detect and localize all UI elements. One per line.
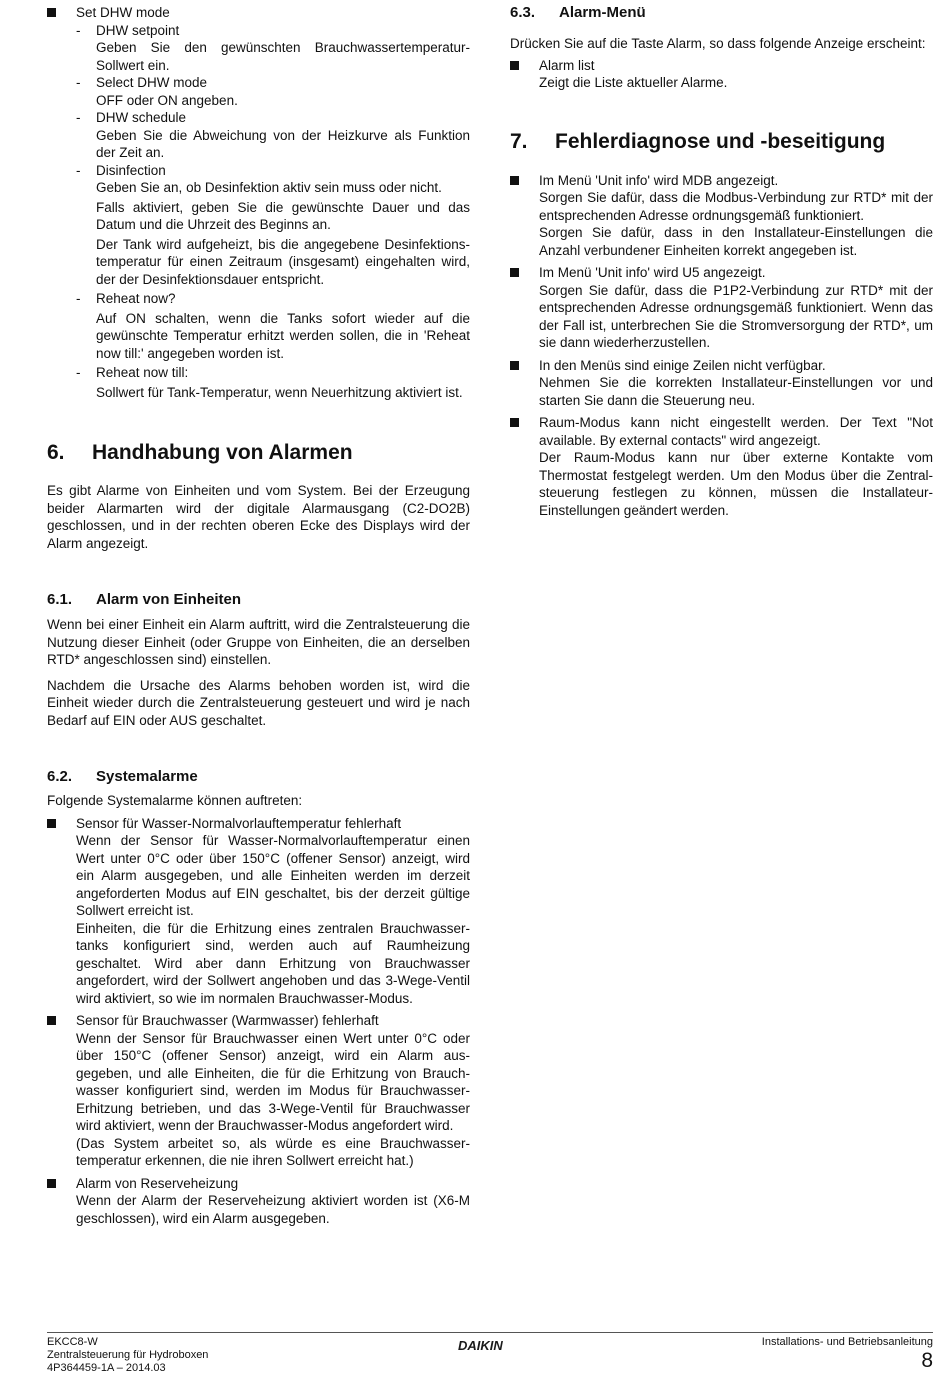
bullet-icon [510, 418, 519, 427]
item-title: Alarm list [539, 57, 595, 73]
sub-item-text: Geben Sie die Abweichung von der Heizkurve als Funktion der Zeit an. [96, 127, 470, 160]
alarm-text: Einheiten, die für die Erhitzung eines zentralen Brauchwasser-tanks konfiguriert sind, werden auch auf Raumheizung geschaltet. Wird aber dann Erhitzung von Brauchwasser angefordert, wird der Sollwert angehoben und das 3-Wege-Ventil wird aktiviert, so wie im normalen Brauchwasser-Modus. [76, 920, 470, 1006]
alarm-text: (Das System arbeitet so, als würde es eine Brauchwasser-temperatur erkennen, die nie ihren Sollwert erreicht hat.) [76, 1135, 470, 1168]
section-intro: Folgende Systemalarme können auftreten: [47, 793, 303, 808]
bullet-icon [510, 268, 519, 277]
sub-item-label: DHW setpoint [96, 22, 180, 38]
section-6-1-heading [47, 591, 470, 609]
alarm-text: Wenn der Sensor für Wasser-Normalvorlauftemperatur einen Wert unter 0°C oder über 150°C (offener Sensor) anzeigt, wird ein Alarm ausgegeben, und alle Einheiten werden im derzeit angeforderten Modus auf EIN geschaltet, bis der derzeit gültige Sollwert erreicht ist. [76, 833, 470, 918]
item-title: Im Menü 'Unit info' wird MDB angezeigt. [539, 172, 779, 188]
section-number: 6.1. [47, 591, 73, 608]
section-title: Handhabung von Alarmen [92, 441, 353, 464]
dash-icon: - [76, 110, 81, 125]
item-text: Nehmen Sie die korrekten Installateur-Einstellungen vor und starten Sie dann die Steuerung neu. [539, 375, 933, 408]
bullet-icon [510, 176, 519, 185]
item-text: Zeigt die Liste aktueller Alarme. [539, 75, 728, 90]
item-text: Sorgen Sie dafür, dass in den Installateur-Einstellungen die Anzahl verbundener Einheiten korrekt angegeben ist. [539, 225, 933, 258]
section-title: Alarm von Einheiten [96, 591, 242, 608]
left-column [47, 4, 470, 1227]
footer-divider [47, 1332, 933, 1333]
footer-doc-id: 4P364459-1A – 2014.03 [47, 1362, 166, 1374]
right-column [510, 4, 933, 519]
sub-item-label: Reheat now till: [96, 365, 189, 380]
page-number: 8 [921, 1349, 933, 1372]
item-title: Im Menü 'Unit info' wird U5 angezeigt. [539, 265, 766, 280]
troubleshooting-item [510, 264, 933, 352]
bullet-icon [47, 8, 56, 17]
section-body: Drücken Sie auf die Taste Alarm, so dass folgende Anzeige erscheint: [510, 36, 926, 51]
section-6-2-heading [47, 768, 470, 786]
section-6-body: Es gibt Alarme von Einheiten und vom System. Bei der Erzeugung beider Alarmarten wird der digitale Alarmausgang (C2-DO2B) geschlossen, und in der rechten oberen Ecke des Displays wird der Alarm angezeigt. [47, 483, 470, 551]
sub-item-text: OFF oder ON angeben. [96, 92, 238, 108]
dhw-sub-item [47, 74, 470, 109]
footer-left [47, 1336, 208, 1375]
section-number: 7. [510, 129, 528, 153]
troubleshooting-item [510, 172, 933, 260]
alarm-title: Sensor für Brauchwasser (Warmwasser) fehlerhaft [76, 1013, 379, 1028]
bullet-icon [47, 1179, 56, 1188]
alarm-menu-item [510, 57, 933, 92]
dhw-sub-item [47, 22, 470, 75]
dash-icon: - [76, 291, 81, 306]
logo-text: DAIKIN [458, 1338, 503, 1352]
bullet-icon [510, 361, 519, 370]
footer-right [762, 1336, 933, 1373]
bullet-icon [510, 61, 519, 70]
footer-model: EKCC8-W [47, 1336, 98, 1348]
alarm-text: Wenn der Alarm der Reserveheizung aktiviert worden ist (X6-M geschlossen), wird ein Alarm ausgegeben. [76, 1193, 470, 1226]
footer-manual: Installations- und Betriebsanleitung [761, 1336, 933, 1348]
alarm-text: Wenn der Sensor für Brauchwasser einen Wert unter 0°C oder über 150°C (offener Sensor) anzeigt, wird ein Alarm aus-gegeben, und alle Einheiten, die für die Erhitzung von Brauch-wasser konfiguriert sind, werden im Modus für Brauchwasser-Erhitzung betrieben, und das 3-Wege-Ventil für Brauchwasser wird aktiviert, wenn der Brauchwasser-Modus angefordert wird. [76, 1030, 470, 1133]
section-6-heading [47, 440, 470, 466]
sub-item-label: Reheat now? [96, 291, 176, 306]
alarm-title: Sensor für Wasser-Normalvorlauftemperatur fehlerhaft [76, 815, 402, 831]
dhw-mode-item [47, 4, 470, 22]
dash-icon: - [76, 75, 81, 90]
bullet-icon [47, 819, 56, 828]
section-number: 6. [47, 441, 65, 464]
section-title: Systemalarme [96, 768, 198, 785]
item-text: Sorgen Sie dafür, dass die P1P2-Verbindung zur RTD* mit der entsprechenden Adresse ordnungsgemäß funktioniert. Wenn das der Fall ist, unterbrechen Sie die Stromversorgung der RTD*, um sie dann wiederherzustellen. [539, 282, 933, 350]
sub-item-label: Disinfection [96, 162, 166, 178]
bullet-icon [47, 1016, 56, 1025]
troubleshooting-item [510, 357, 933, 410]
system-alarm-item [47, 1012, 470, 1170]
dhw-sub-item [47, 109, 470, 162]
daikin-logo [458, 1338, 524, 1352]
section-number: 6.2. [47, 768, 73, 785]
system-alarm-item [47, 815, 470, 1008]
sub-item-text: Sollwert für Tank-Temperatur, wenn Neuerhitzung aktiviert ist. [96, 384, 463, 400]
sub-item-text: Geben Sie an, ob Desinfektion aktiv sein muss oder nicht. [96, 180, 442, 195]
section-number: 6.3. [510, 4, 536, 21]
dhw-mode-title: Set DHW mode [76, 5, 170, 20]
sub-item-label: DHW schedule [96, 110, 187, 125]
sub-item-label: Select DHW mode [96, 75, 208, 90]
dhw-sub-item [47, 162, 470, 289]
paragraph: Nachdem die Ursache des Alarms behoben worden ist, wird die Einheit wieder durch die Zentralsteuerung gesteuert und wird je nach Bedarf auf EIN oder AUS geschaltet. [47, 677, 470, 728]
paragraph: Wenn bei einer Einheit ein Alarm auftritt, wird die Zentralsteuerung die Nutzung dieser Einheit (oder Gruppe von Einheiten, die an derselben RTD* angeschlossen sind) einstellen. [47, 617, 470, 667]
dhw-sub-item [47, 364, 470, 401]
system-alarm-item [47, 1175, 470, 1228]
item-text: Der Raum-Modus kann nur über externe Kontakte vom Thermostat festgelegt werden. Um den Modus über die Zentral-steuerung festlegen zu können, müssen die Installateur-Einstellungen geändert werden. [539, 450, 933, 518]
dhw-sub-item [47, 290, 470, 362]
footer-product: Zentralsteuerung für Hydroboxen [47, 1349, 209, 1361]
sub-item-text: Auf ON schalten, wenn die Tanks sofort wieder auf die gewünschte Temperatur erhitzt werden sollen, die in 'Reheat now till:' angegeben worden ist. [96, 310, 470, 361]
item-text: Sorgen Sie dafür, dass die Modbus-Verbindung zur RTD* mit der entsprechenden Adresse ordnungsgemäß funktioniert. [539, 190, 933, 223]
sub-item-text: Der Tank wird aufgeheizt, bis die angegebene Desinfektions-temperatur für einen Zeitraum (insgesamt) eingehalten wird, der der Desinfektionsdauer entspricht. [96, 236, 470, 287]
item-title: In den Menüs sind einige Zeilen nicht verfügbar. [539, 357, 826, 373]
sub-item-text: Falls aktiviert, geben Sie die gewünschte Dauer und das Datum und die Uhrzeit des Beginns an. [96, 199, 470, 232]
section-title: Alarm-Menü [559, 4, 646, 21]
dash-icon: - [76, 162, 81, 178]
item-title: Raum-Modus kann nicht eingestellt werden. Der Text "Not available. By external contacts" wird angezeigt. [539, 415, 933, 448]
sub-item-text: Geben Sie den gewünschten Brauchwassertemperatur-Sollwert ein. [96, 40, 470, 73]
dash-icon: - [76, 365, 81, 380]
troubleshooting-item [510, 414, 933, 519]
section-7-heading [510, 129, 933, 155]
dash-icon: - [76, 22, 81, 38]
alarm-title: Alarm von Reserveheizung [76, 1175, 239, 1191]
section-6-3-heading [510, 4, 933, 22]
section-title: Fehlerdiagnose und -beseitigung [555, 129, 886, 153]
